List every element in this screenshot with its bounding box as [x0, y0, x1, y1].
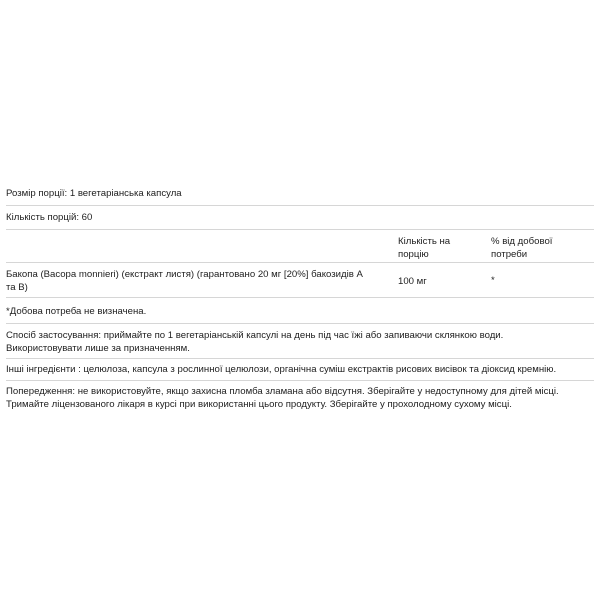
- ingredient-name: [6, 269, 363, 294]
- divider: [6, 380, 594, 381]
- header-amount-line2: порцію: [398, 248, 429, 260]
- serving-size-text: Розмір порції: 1 вегетаріанська капсула: [6, 188, 182, 199]
- warning-line-1: Попередження: не використовуйте, якщо захисна пломба зламана або відсутня. Зберігайте у недоступному для дітей місці.: [6, 386, 559, 397]
- ingredient-amount: 100 мг: [398, 276, 427, 287]
- other-ingredients: [6, 364, 594, 377]
- ingredient-name-line2: та В): [6, 281, 28, 293]
- footnote: [6, 306, 594, 319]
- servings-count: [6, 212, 594, 225]
- header-daily-value: [491, 236, 552, 261]
- divider: [6, 297, 594, 298]
- usage-line-1: Спосіб застосування: приймайте по 1 вегетаріанській капсулі на день під час їжі або запиваючи склянкою води.: [6, 330, 504, 341]
- ingredient-name-line1: Бакопа (Bacopa monnieri) (екстракт листя) (гарантовано 20 мг [20%] бакозидів А: [6, 269, 363, 280]
- header-amount: [398, 236, 450, 261]
- other-ingredients-text: Інші інгредієнти : целюлоза, капсула з рослинної целюлози, органічна суміш екстрактів рисових висівок та діоксид кремнію.: [6, 364, 557, 375]
- usage-instructions: [6, 330, 594, 355]
- divider: [6, 323, 594, 324]
- header-dv-line2: потреби: [491, 248, 528, 260]
- usage-line-2: Використовувати лише за призначенням.: [6, 342, 190, 354]
- warnings: [6, 386, 594, 411]
- serving-size: [6, 188, 594, 201]
- footnote-text: *Добова потреба не визначена.: [6, 306, 147, 317]
- header-dv-line1: % від добової: [491, 236, 553, 247]
- servings-count-text: Кількість порцій: 60: [6, 212, 93, 223]
- divider: [6, 358, 594, 359]
- divider: [6, 205, 594, 206]
- ingredient-daily-value: *: [491, 275, 495, 286]
- warning-line-2: Тримайте ліцензованого лікаря в курсі при використанні цього продукту. Зберігайте у прохолодному сухому місці.: [6, 398, 512, 410]
- divider: [6, 229, 594, 230]
- header-amount-line1: Кількість на: [398, 236, 451, 247]
- divider: [6, 262, 594, 263]
